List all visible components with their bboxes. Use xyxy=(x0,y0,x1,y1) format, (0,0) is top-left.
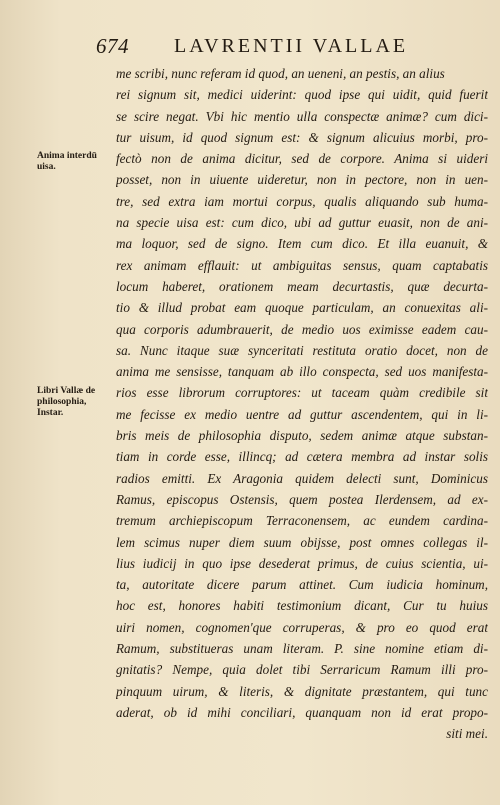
text-line: me fecisse ex medio uentre ad guttur ascendentem, qui in li- xyxy=(116,406,488,422)
margin-note-line: Anima interdū xyxy=(37,151,97,161)
margin-note-line: philosophia, xyxy=(37,397,87,407)
text-line: sa. Nunc itaque suæ synceritati restituta oratio docet, non de xyxy=(116,342,488,358)
text-line: uiri nomen, cognomen'que corruperas, & pro eo quod erat xyxy=(116,619,488,635)
text-line: rios esse librorum corruptores: ut taceam quàm credibile sit xyxy=(116,385,488,401)
margin-note-line: uisa. xyxy=(37,162,56,172)
margin-note xyxy=(37,151,117,173)
text-line: aderat, ob id mihi conciliari, quanquam non id erat propo- xyxy=(116,704,488,720)
text-line: gnitatis? Nempe, quia dolet tibi Serraricum Ramum illi pro- xyxy=(116,662,488,678)
margin-note xyxy=(37,386,117,419)
text-line: Ramum, substitueras unam literam. P. sine nomine etiam di- xyxy=(116,641,488,657)
text-line: qua corporis adumbrauerit, de medio uos eximisse eadem cau- xyxy=(116,321,488,337)
text-line: bris meis de philosophia disputo, sedem animæ atque substan- xyxy=(116,428,488,444)
text-line: rex animam efflauit: ut ambiguitas sensus, quam captabatis xyxy=(116,257,488,273)
text-line: Ramus, episcopus Ostensis, quem postea Ilerdensem, ad ex- xyxy=(116,491,488,507)
text-line: se scire negat. Vbi hic mentio ulla conspectæ animæ? cum dici- xyxy=(116,108,488,124)
margin-note-line: Libri Vallæ de xyxy=(37,386,96,396)
page-number: 674 xyxy=(96,34,129,58)
text-line: radios emitti. Ex Aragonia quidem delecti sunt, Dominicus xyxy=(116,470,488,486)
text-line: me scribi, nunc referam id quod, an ueneni, an pestis, an alius xyxy=(116,66,445,81)
text-line: rei signum sit, medici uiderint: quod ipse qui uidit, quid fuerit xyxy=(116,87,488,103)
text-line: tiam in corde esse, illincq; ad cætera membra ad instar solis xyxy=(116,449,488,465)
running-title: LAVRENTII VALLAE xyxy=(174,35,409,57)
text-line: tio & illud probat eam quoque particulam, an conuexitas ali- xyxy=(116,300,488,316)
text-line: fectò non de anima dicitur, sed de corpore. Anima si uideri xyxy=(116,151,488,167)
text-line: siti mei. xyxy=(446,726,488,742)
text-line: tur uisum, id quod signum est: & signum alicuius morbi, pro- xyxy=(116,129,488,145)
text-line: ma loquor, sed de signo. Item cum dico. Et illa euanuit, & xyxy=(116,236,488,252)
running-head xyxy=(96,34,476,62)
text-line: lem scimus nuper diem suum obijsse, post omnes collegas il- xyxy=(116,534,488,550)
margin-note-line: Instar. xyxy=(37,408,64,418)
text-line: ta, autoritate dicere parum attinet. Cum iudicia hominum, xyxy=(116,577,488,593)
text-line: posset, non in uiuente uideretur, non in pectore, non in uen- xyxy=(116,172,488,188)
text-line: pinquum uirum, & literis, & dignitate præstantem, qui tunc xyxy=(116,683,488,699)
text-line: na specie uisa est: cum dico, ubi ad guttur euasit, non de ani- xyxy=(116,215,488,231)
text-line: tre, sed extra iam mortui corpus, qualis aliquando sub huma- xyxy=(116,193,488,209)
text-line: locum haberet, orationem meam decurtastis, quæ decurta- xyxy=(116,278,488,294)
text-line: lius iudicij in quo ipse desederat primus, de cuius scientia, ui- xyxy=(116,555,488,571)
text-line: tremum archiepiscopum Terraconensem, ac eundem cardina- xyxy=(116,513,488,529)
text-line: hoc est, honores habiti testimonium dicant, Cur tu huius xyxy=(116,598,488,614)
body-text xyxy=(116,63,488,745)
text-line: anima me sensisse, tanquam ab illo conspecta, sed uos manifesta- xyxy=(116,364,488,380)
